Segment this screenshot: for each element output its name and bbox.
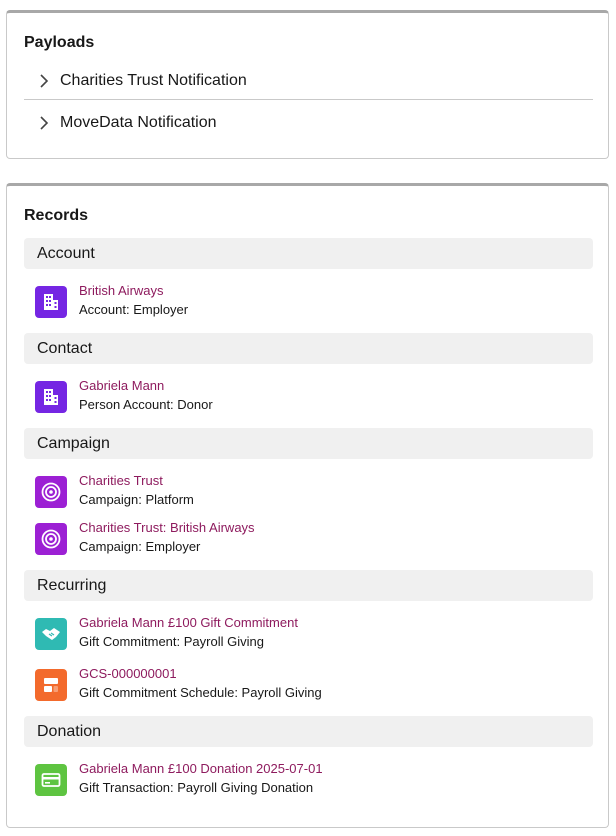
record-link[interactable]: GCS-000000001 (79, 666, 177, 681)
record-item (35, 472, 575, 512)
record-item (35, 377, 575, 417)
record-item (35, 760, 575, 800)
record-link[interactable]: British Airways (79, 283, 164, 298)
record-link[interactable]: Charities Trust (79, 473, 163, 488)
record-subtitle: Gift Commitment: Payroll Giving (79, 634, 264, 649)
records-title: Records (24, 207, 89, 224)
payload-movedata-notification[interactable] (24, 99, 593, 146)
record-subtitle: Campaign: Platform (79, 492, 194, 507)
chevron-right-icon (35, 114, 53, 132)
record-link[interactable]: Gabriela Mann (79, 378, 165, 393)
records-card (6, 183, 609, 828)
schedule-icon (35, 669, 67, 701)
section-header-donation: Donation (24, 716, 593, 747)
record-item (35, 665, 575, 705)
record-item (35, 282, 575, 322)
record-item (35, 614, 575, 654)
payload-label: MoveData Notification (60, 114, 217, 131)
record-subtitle: Person Account: Donor (79, 397, 213, 412)
building-icon (35, 381, 67, 413)
section-header-contact: Contact (24, 333, 593, 364)
payloads-title: Payloads (24, 34, 95, 51)
payload-charities-trust-notification[interactable] (24, 63, 593, 99)
record-subtitle: Campaign: Employer (79, 539, 201, 554)
section-header-campaign: Campaign (24, 428, 593, 459)
payloads-card (6, 10, 609, 159)
section-header-recurring: Recurring (24, 570, 593, 601)
handshake-icon (35, 618, 67, 650)
payload-label: Charities Trust Notification (60, 72, 247, 89)
record-subtitle: Gift Transaction: Payroll Giving Donation (79, 780, 314, 795)
chevron-right-icon (35, 72, 53, 90)
record-subtitle: Gift Commitment Schedule: Payroll Giving (79, 685, 322, 700)
target-icon (35, 476, 67, 508)
credit-card-icon (35, 764, 67, 796)
record-link[interactable]: Gabriela Mann £100 Donation 2025-07-01 (79, 761, 323, 776)
target-icon (35, 523, 67, 555)
payloads-accordion (24, 63, 593, 146)
record-subtitle: Account: Employer (79, 302, 189, 317)
building-icon (35, 286, 67, 318)
section-header-account: Account (24, 238, 593, 269)
record-item (35, 519, 575, 559)
record-link[interactable]: Charities Trust: British Airways (79, 520, 255, 535)
record-link[interactable]: Gabriela Mann £100 Gift Commitment (79, 615, 298, 630)
